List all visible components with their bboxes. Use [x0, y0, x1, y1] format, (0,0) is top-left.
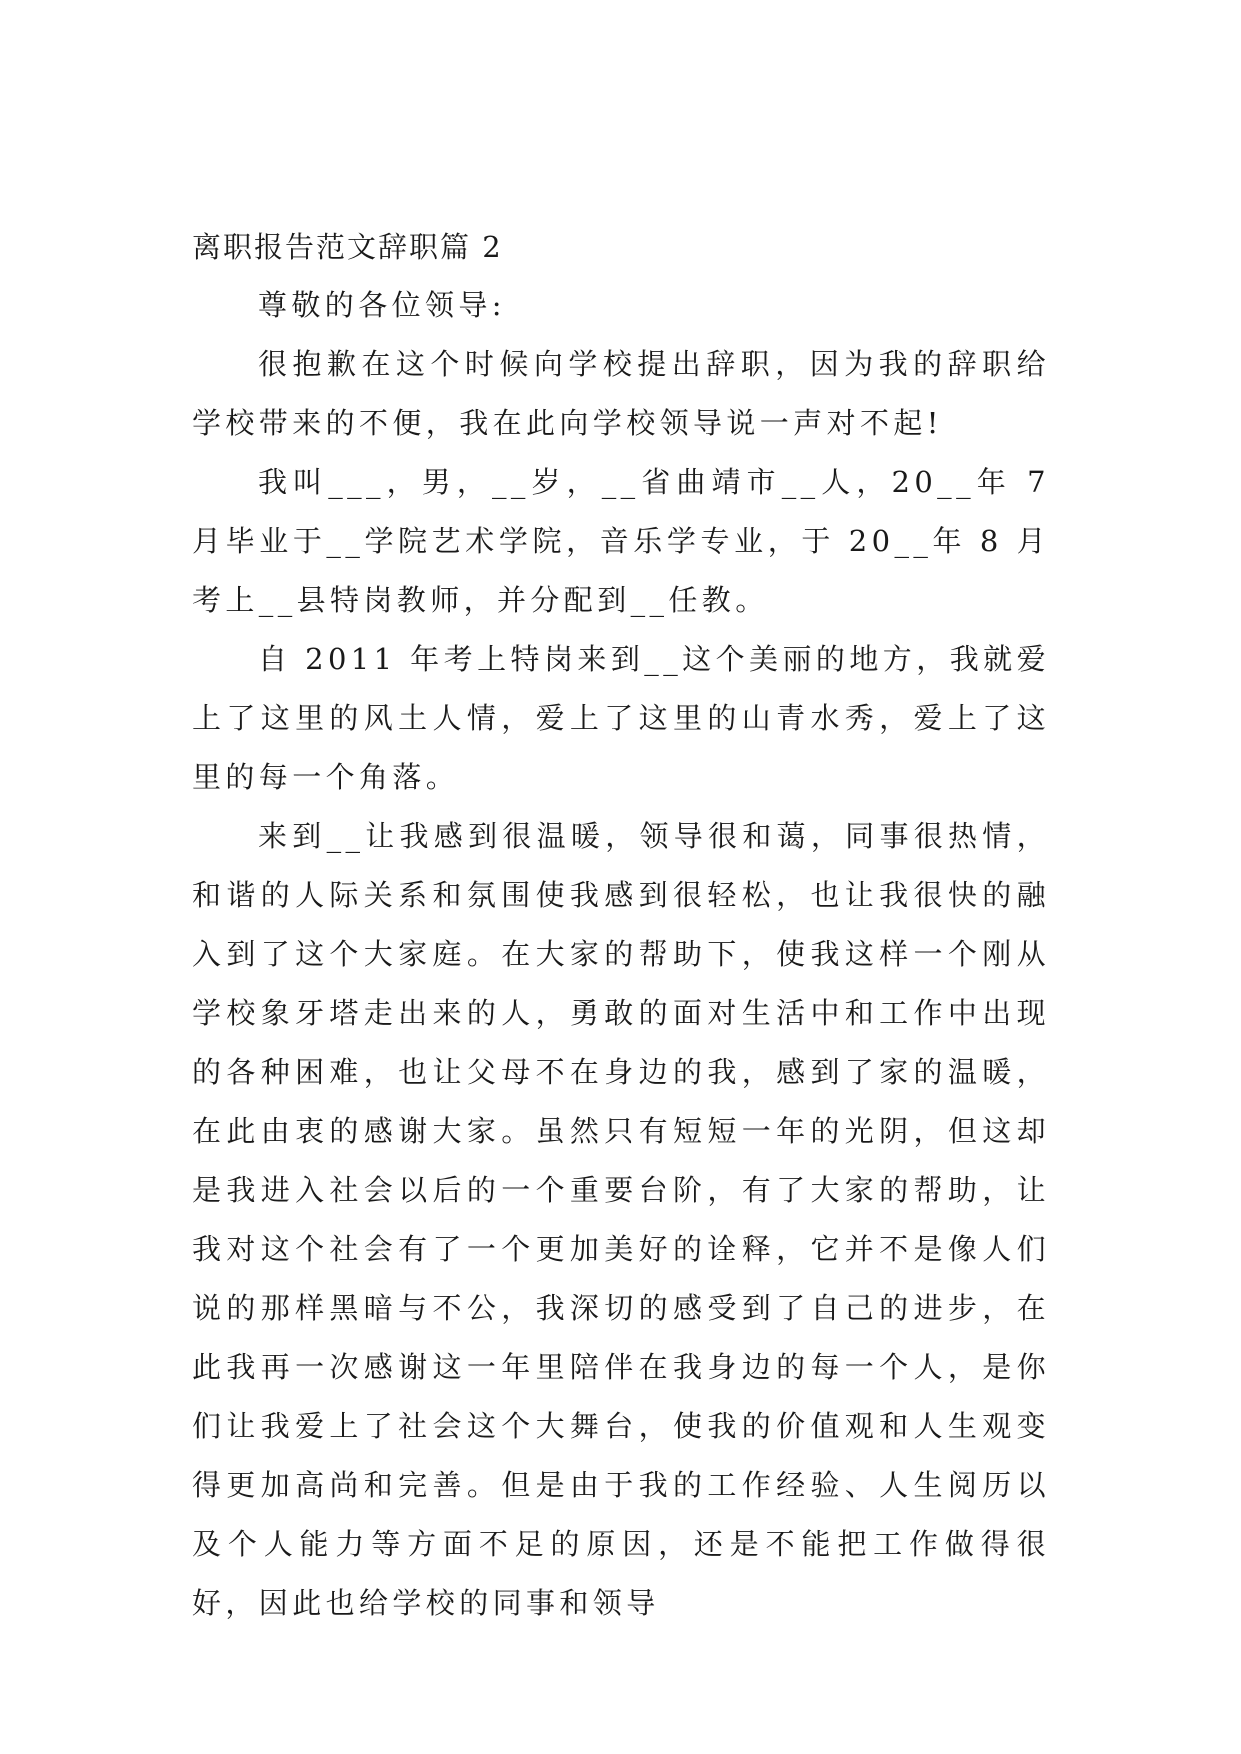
salutation: 尊敬的各位领导: — [258, 288, 506, 322]
document-title: 离职报告范文辞职篇 2 — [192, 230, 503, 264]
paragraph-gratitude: 来到__让我感到很温暖，领导很和蔼，同事很热情，和谐的人际关系和氛围使我感到很轻松，也让我很快的融入到了这个大家庭。在大家的帮助下，使我这样一个刚从学校象牙塔走出来的人，勇敢的面对生活中和工作中出现的各种困难，也让父母不在身边的我，感到了家的温暖，在此由衷的感谢大家。虽然只有短短一年的光阴，但这却是我进入社会以后的一个重要台阶，有了大家的帮助，让我对这个社会有了一个更加美好的诠释，它并不是像人们说的那样黑暗与不公，我深切的感受到了自己的进步，在此我再一次感谢这一年里陪伴在我身边的每一个人，是你们让我爱上了社会这个大舞台，使我的价值观和人生观变得更加高尚和完善。但是由于我的工作经验、人生阅历以及个人能力等方面不足的原因，还是不能把工作做得很好，因此也给学校的同事和领导 — [192, 819, 1050, 1620]
paragraph-arrival: 自 2011 年考上特岗来到__这个美丽的地方，我就爱上了这里的风土人情，爱上了这里的山青水秀，爱上了这里的每一个角落。 — [192, 642, 1050, 794]
document-page — [192, 218, 1050, 1633]
paragraph-apology: 很抱歉在这个时候向学校提出辞职，因为我的辞职给学校带来的不便，我在此向学校领导说一声对不起! — [192, 347, 1050, 440]
paragraph-personal-info: 我叫___，男，__岁，__省曲靖市__人，20__年 7 月毕业于__学院艺术学院，音乐学专业，于 20__年 8 月考上__县特岗教师，并分配到__任教。 — [192, 465, 1050, 617]
